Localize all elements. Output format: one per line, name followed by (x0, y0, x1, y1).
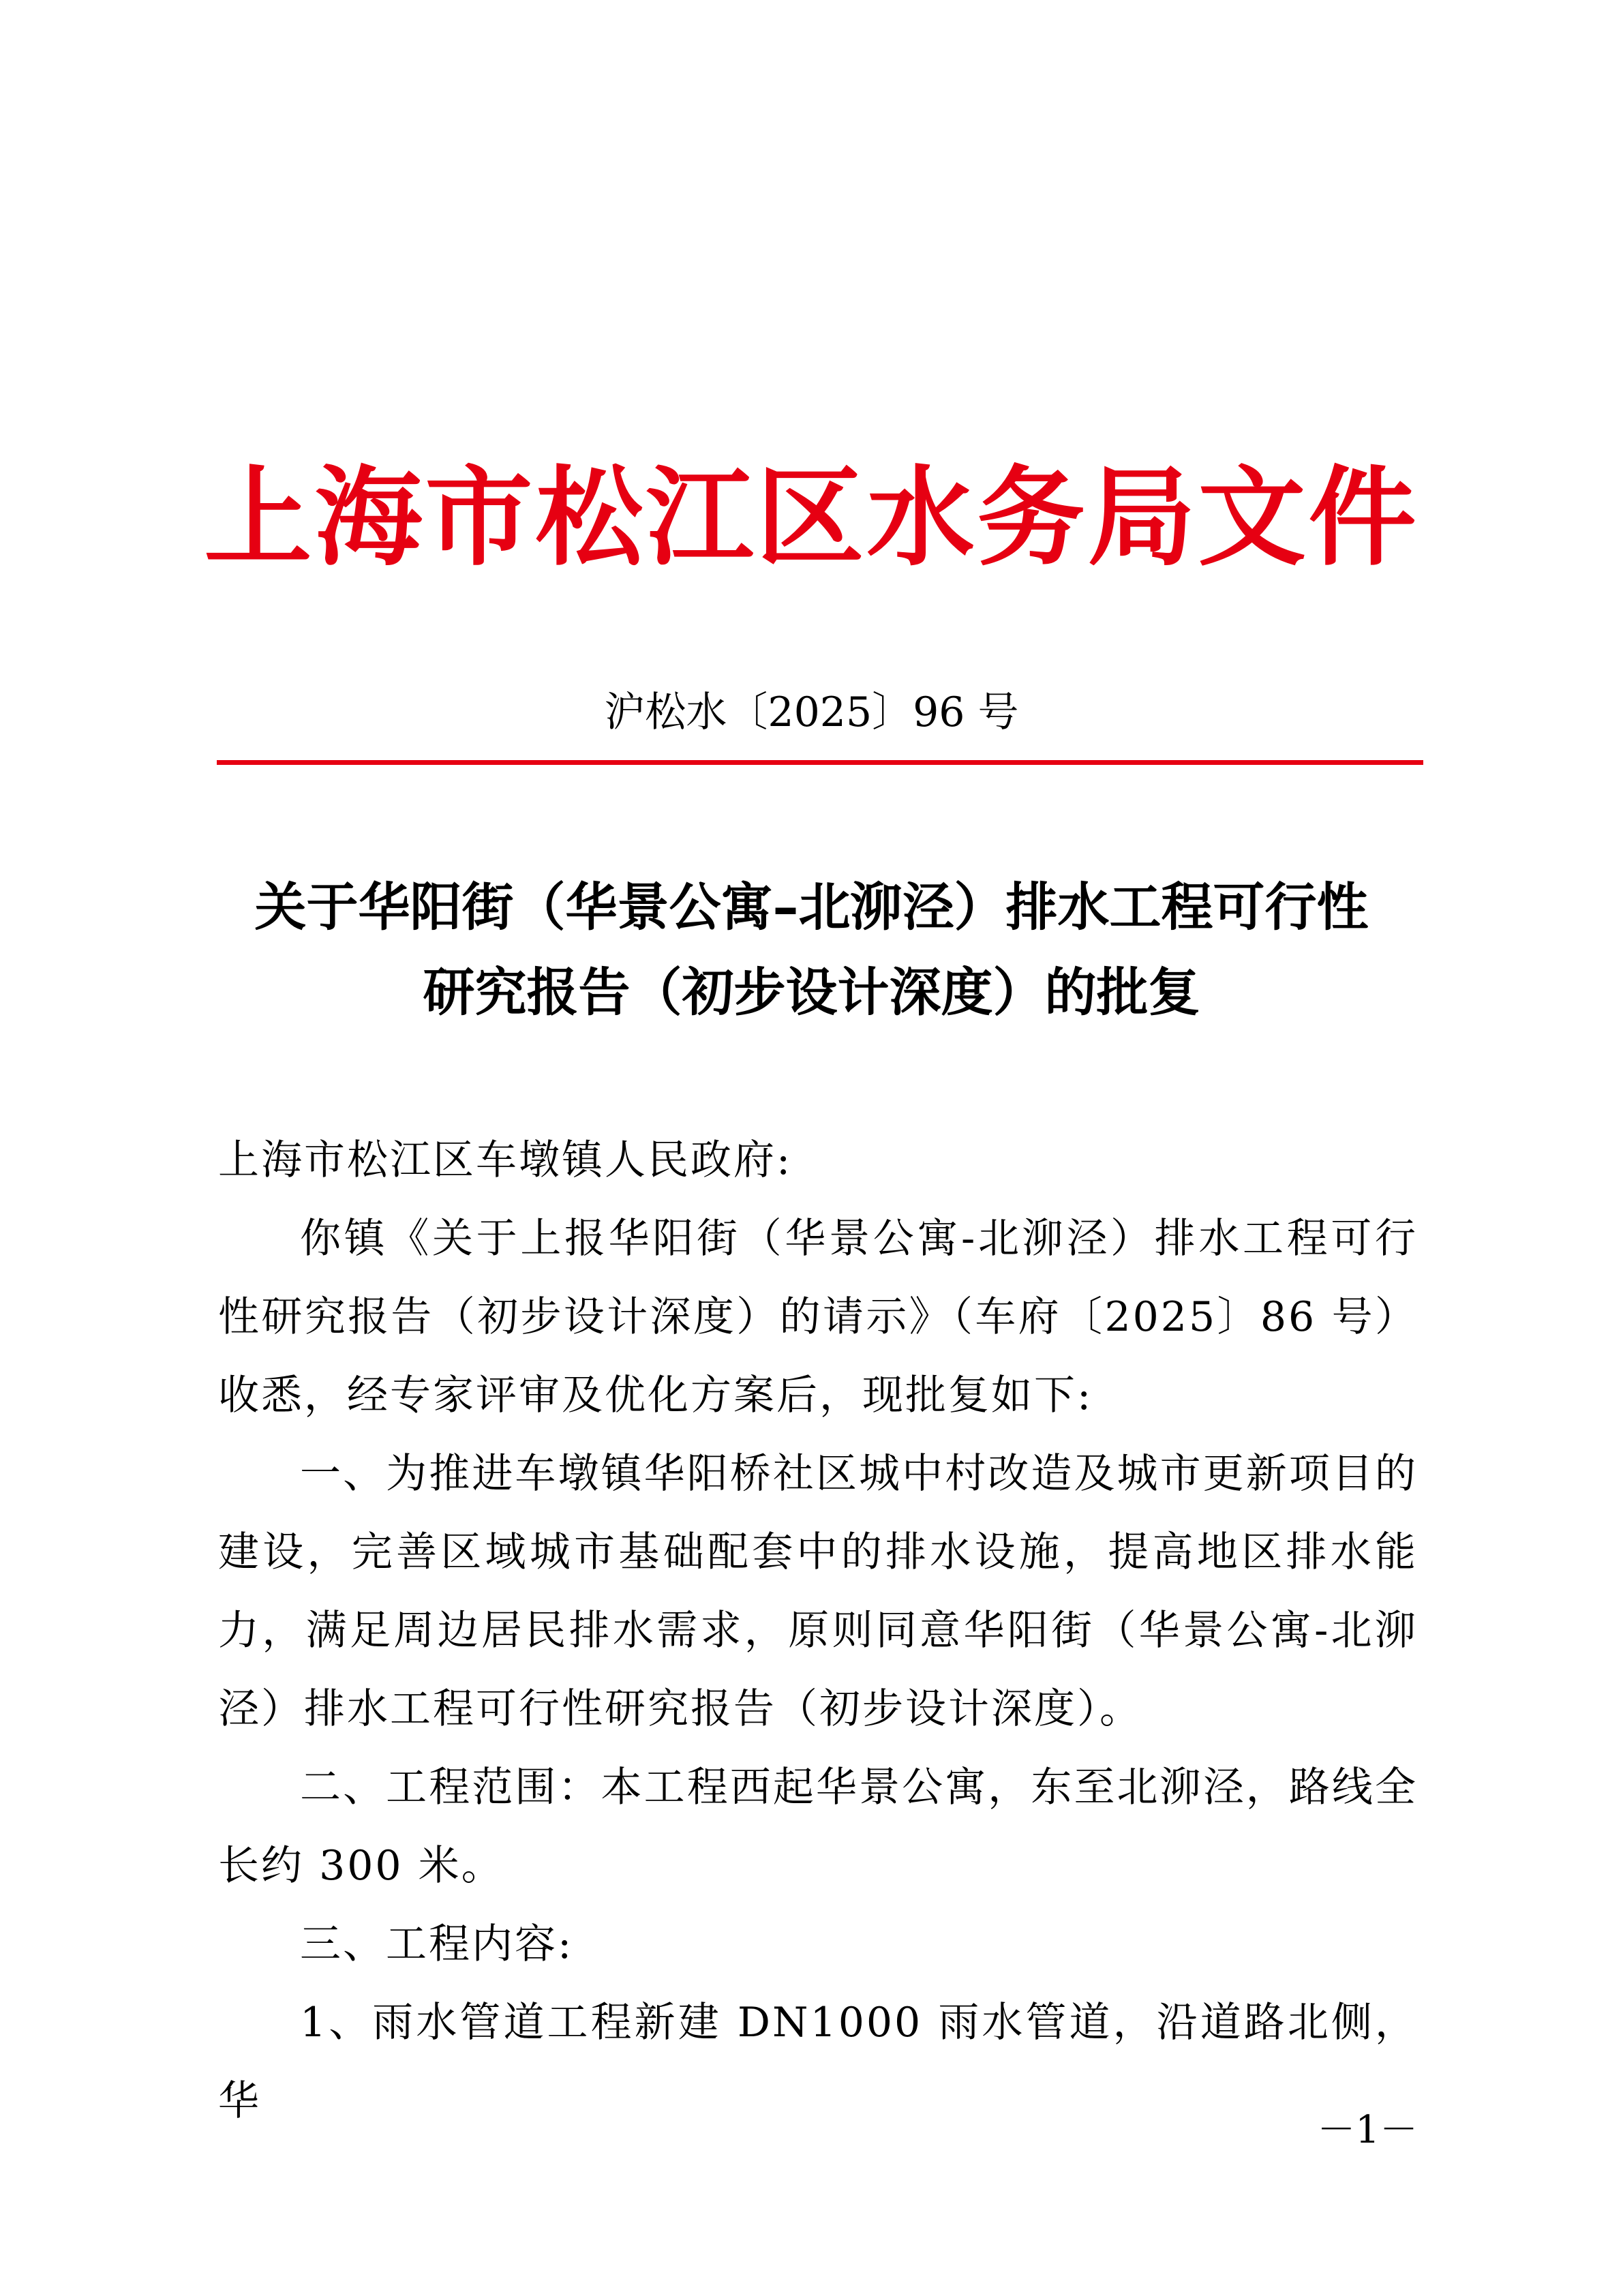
document-title-line-2: 研究报告（初步设计深度）的批复 (423, 962, 1200, 1023)
document-body (218, 1121, 1418, 2141)
body-paragraph-4: 三、工程内容: (300, 1920, 574, 1968)
body-paragraph-2: 一、为推进车墩镇华阳桥社区城中村改造及城市更新项目的建设，完善区域城市基础配套中的排水设施，提高地区排水能力，满足周边居民排水需求，原则同意华阳街（华景公寓-北泖泾）排水工程可行性研究报告（初步设计深度）。 (218, 1450, 1418, 1733)
body-paragraph-1: 你镇《关于上报华阳街（华景公寓-北泖泾）排水工程可行性研究报告（初步设计深度）的请示》（车府〔2025〕86 号）收悉，经专家评审及优化方案后，现批复如下: (218, 1215, 1418, 1419)
addressee: 上海市松江区车墩镇人民政府: (218, 1136, 793, 1184)
red-divider-line (217, 760, 1423, 765)
document-title-line-1: 关于华阳街（华景公寓–北泖泾）排水工程可行性 (254, 877, 1369, 937)
document-number: 沪松水〔2025〕96 号 (604, 689, 1019, 736)
body-paragraph-5: 1、雨水管道工程新建 DN1000 雨水管道，沿道路北侧，华 (218, 1999, 1418, 2125)
body-paragraph-3: 二、工程范围：本工程西起华景公寓，东至北泖泾，路线全长约 300 米。 (218, 1764, 1418, 1890)
document-title (170, 864, 1453, 1035)
masthead-title: 上海市松江区水务局文件 (204, 455, 1419, 581)
page-number: －1－ (1317, 2108, 1418, 2152)
